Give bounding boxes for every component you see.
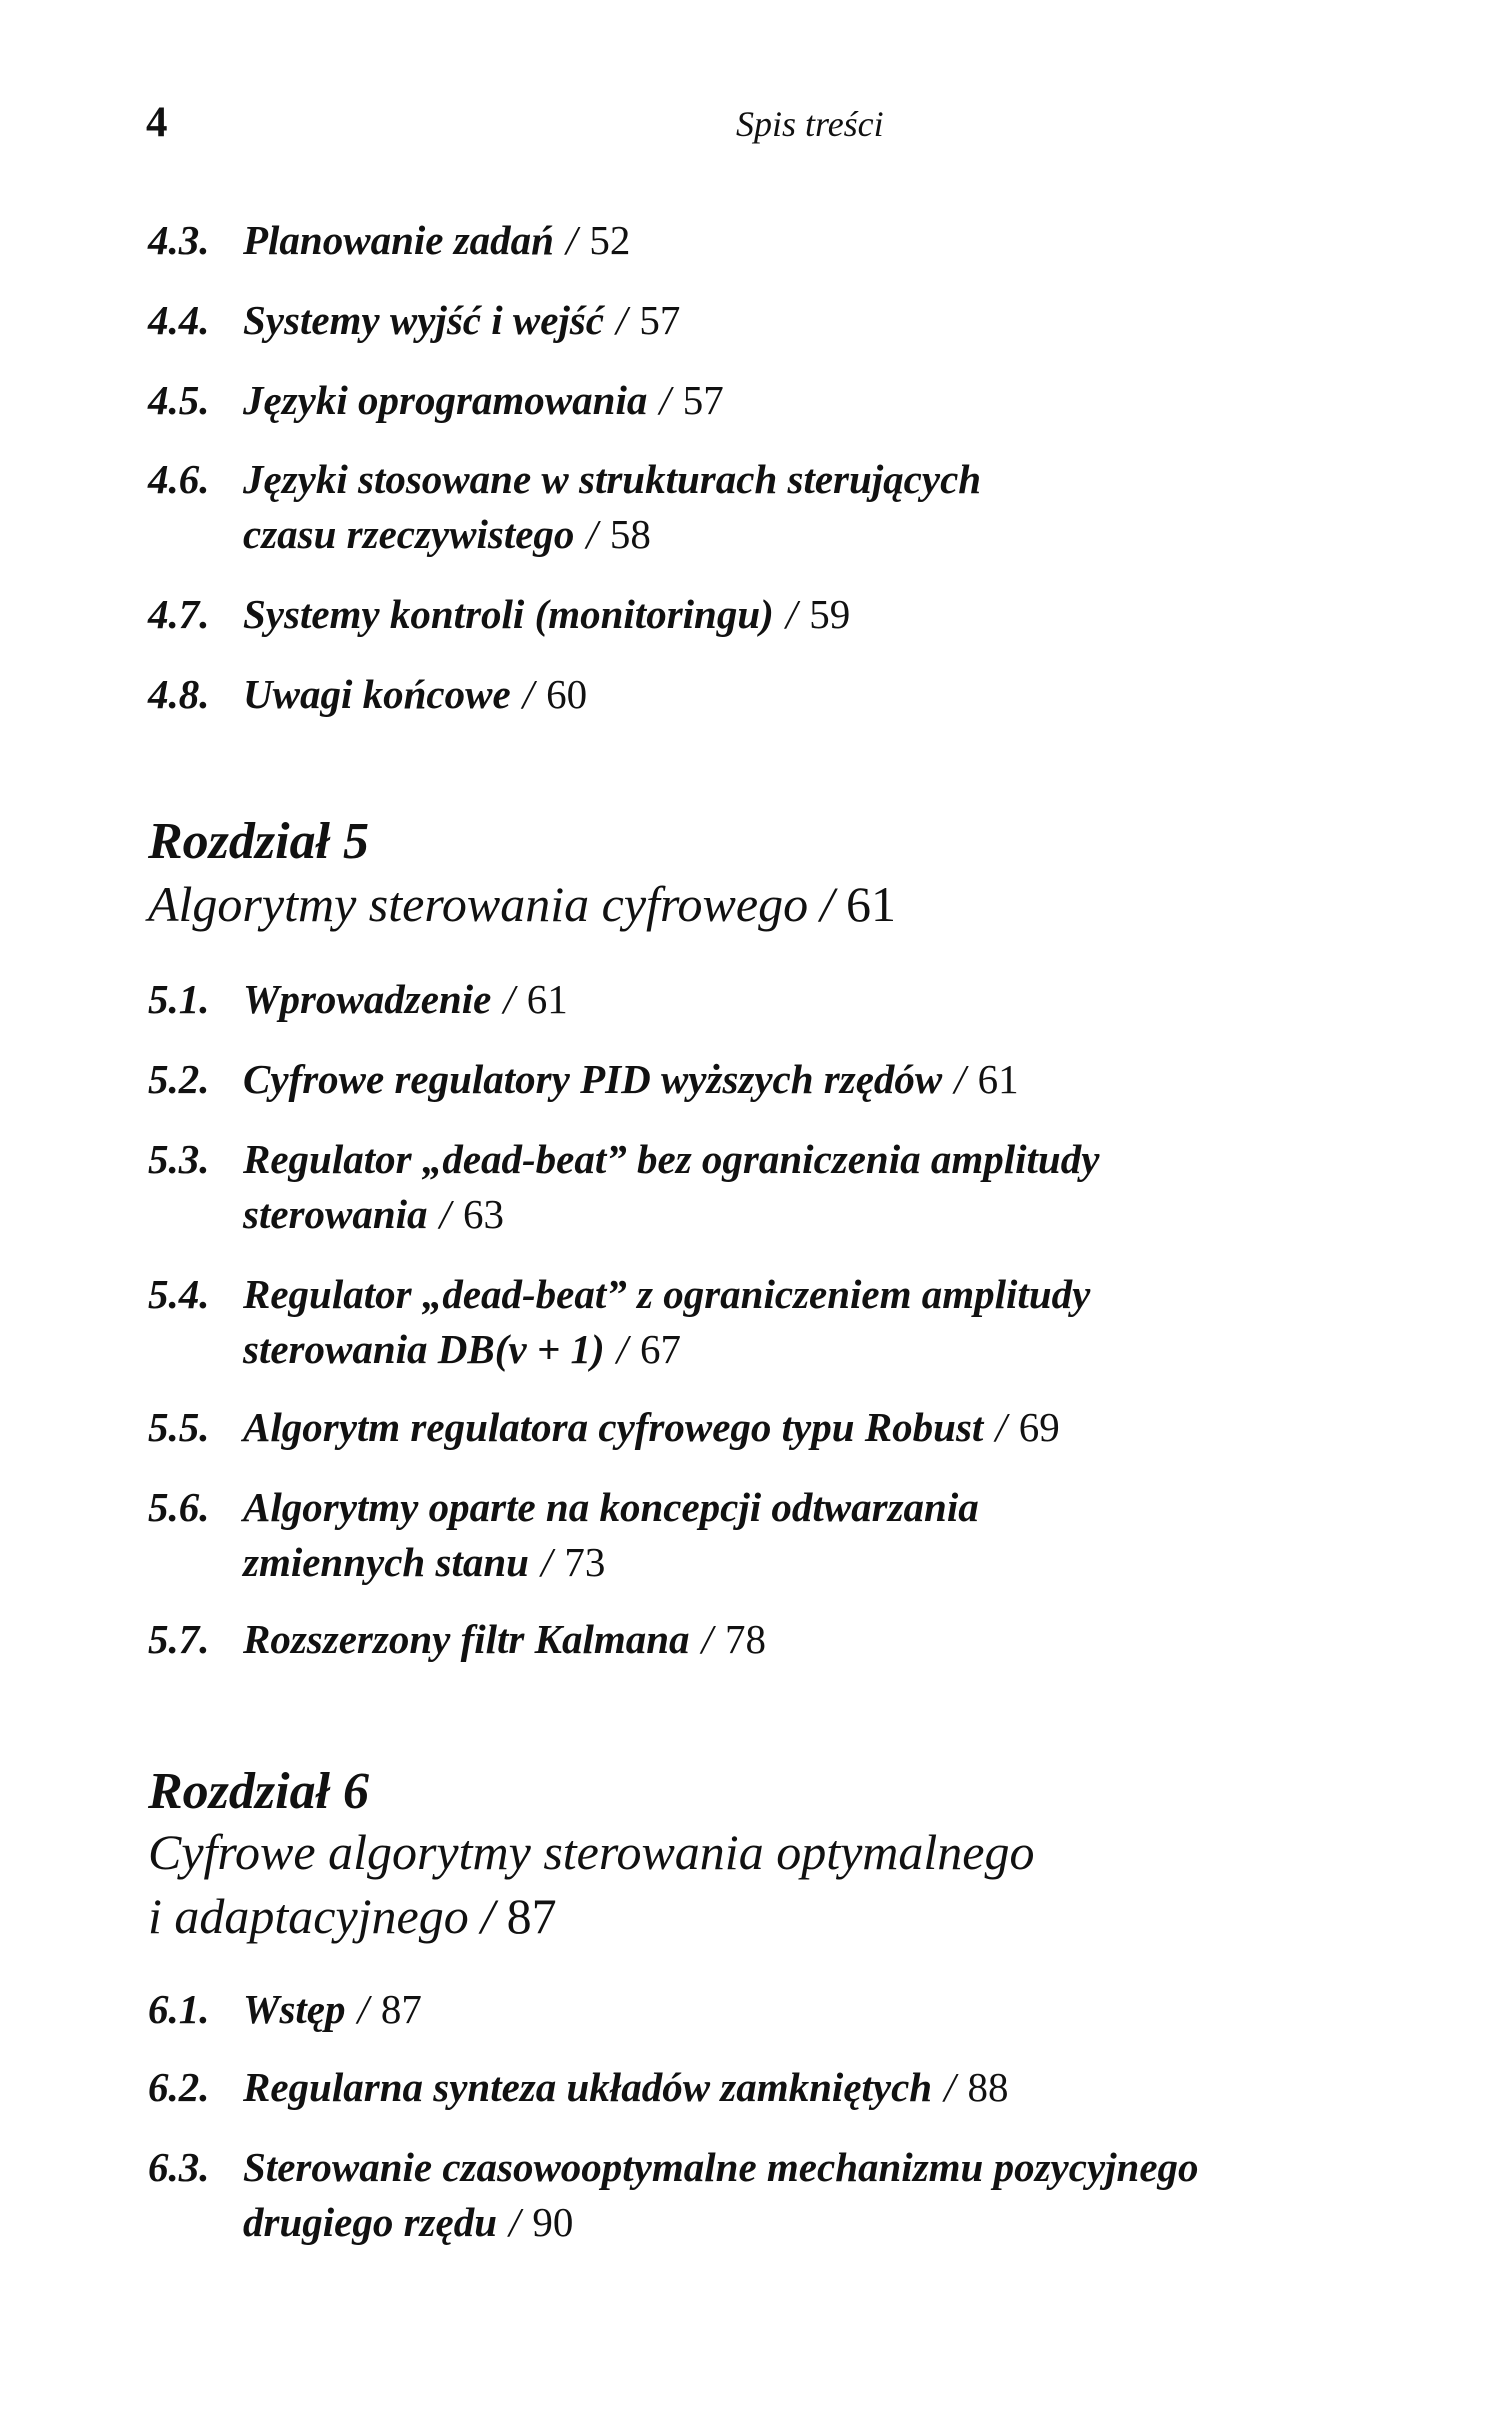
separator: /	[944, 2064, 956, 2110]
separator: /	[509, 2199, 521, 2245]
entry-page: 59	[809, 591, 851, 637]
entry-title-line2: sterowania	[243, 1191, 428, 1237]
toc-entry-6-1	[148, 1982, 422, 2037]
toc-entry-4-7	[148, 587, 850, 642]
entry-title: Algorytmy oparte na koncepcji odtwarzania	[243, 1484, 979, 1530]
entry-page: 60	[546, 671, 588, 717]
entry-number: 5.6.	[148, 1484, 210, 1530]
entry-number: 4.3.	[148, 217, 210, 263]
toc-entry-4-5	[148, 373, 724, 428]
chapter-title-text: Algorytmy sterowania cyfrowego	[148, 876, 809, 932]
entry-page: 67	[640, 1326, 682, 1372]
entry-number: 5.4.	[148, 1271, 210, 1317]
entry-page: 87	[380, 1986, 422, 2032]
chapter-5-title	[148, 872, 896, 936]
separator: /	[615, 297, 628, 343]
entry-title: Cyfrowe regulatory PID wyższych rzędów	[243, 1056, 943, 1102]
entry-number: 4.7.	[148, 591, 210, 637]
entry-number: 5.3.	[148, 1136, 210, 1182]
separator: /	[439, 1191, 451, 1237]
entry-title: Algorytm regulatora cyfrowego typu Robust	[243, 1404, 984, 1450]
chapter-5-label: Rozdział 5	[148, 813, 370, 870]
toc-entry-5-1	[148, 972, 568, 1027]
entry-number: 5.1.	[148, 976, 210, 1022]
entry-title: Sterowanie czasowooptymalne mechanizmu pozycyjnego	[243, 2144, 1199, 2190]
entry-title: Regulator „dead-beat” z ograniczeniem amplitudy	[243, 1271, 1091, 1317]
chapter-title-text: Cyfrowe algorytmy sterowania optymalnego	[148, 1824, 1035, 1880]
entry-title-continued	[148, 507, 981, 562]
entry-title: Wprowadzenie	[243, 976, 492, 1022]
entry-number: 6.1.	[148, 1986, 210, 2032]
toc-entry-6-2	[148, 2060, 1009, 2115]
entry-title: Regulator „dead-beat” bez ograniczenia amplitudy	[243, 1136, 1100, 1182]
chapter-6-title	[148, 1820, 1034, 1884]
separator: /	[785, 591, 798, 637]
entry-number: 6.3.	[148, 2144, 210, 2190]
separator: /	[995, 1404, 1007, 1450]
entry-title: Planowanie zadań	[243, 217, 554, 263]
separator: /	[701, 1616, 713, 1662]
separator: /	[586, 511, 598, 557]
separator: /	[954, 1056, 966, 1102]
chapter-title-text-line2: i adaptacyjnego	[148, 1888, 469, 1944]
entry-page: 63	[462, 1191, 504, 1237]
entry-title: Systemy kontroli (monitoringu)	[243, 591, 774, 637]
entry-title: Wstęp	[243, 1986, 346, 2032]
entry-number: 5.5.	[148, 1404, 210, 1450]
entry-page: 88	[967, 2064, 1009, 2110]
separator: /	[522, 671, 535, 717]
entry-page: 69	[1018, 1404, 1060, 1450]
toc-entry-5-6	[148, 1480, 979, 1590]
entry-title: Uwagi końcowe	[243, 671, 511, 717]
chapter-6-label: Rozdział 6	[148, 1763, 370, 1820]
entry-number: 5.2.	[148, 1056, 210, 1102]
toc-entry-5-2	[148, 1052, 1019, 1107]
toc-entry-4-6	[148, 452, 981, 562]
entry-title: Języki stosowane w strukturach sterujących	[243, 456, 982, 502]
entry-number: 4.8.	[148, 671, 210, 717]
entry-number: 6.2.	[148, 2064, 210, 2110]
entry-page: 61	[977, 1056, 1019, 1102]
separator: /	[820, 876, 834, 932]
chapter-page: 61	[846, 876, 896, 932]
entry-page: 61	[526, 976, 568, 1022]
page-number: 4	[146, 99, 168, 146]
entry-title-line2: drugiego rzędu	[243, 2199, 498, 2245]
entry-page: 58	[609, 511, 651, 557]
toc-entry-4-4	[148, 293, 680, 348]
toc-entry-5-4	[148, 1267, 1090, 1377]
separator: /	[480, 1888, 495, 1944]
separator: /	[565, 217, 578, 263]
chapter-6-title-line2	[148, 1884, 557, 1948]
entry-number: 4.4.	[148, 297, 210, 343]
entry-page: 52	[589, 217, 631, 263]
entry-title: Regularna synteza układów zamkniętych	[243, 2064, 933, 2110]
entry-page: 78	[724, 1616, 766, 1662]
entry-page: 57	[682, 377, 724, 423]
entry-number: 4.5.	[148, 377, 210, 423]
running-head: Spis treści	[736, 104, 884, 144]
toc-entry-5-3	[148, 1132, 1099, 1242]
entry-title-continued	[148, 1322, 1090, 1377]
toc-entry-4-8	[148, 667, 587, 722]
toc-entry-6-3	[148, 2140, 1199, 2250]
entry-number: 5.7.	[148, 1616, 210, 1662]
toc-entry-5-5	[148, 1400, 1060, 1455]
entry-title-continued	[148, 1187, 1099, 1242]
separator: /	[616, 1326, 629, 1372]
entry-title-line2: czasu rzeczywistego	[243, 511, 575, 557]
chapter-page: 87	[506, 1888, 557, 1944]
separator: /	[540, 1539, 553, 1585]
separator: /	[503, 976, 515, 1022]
entry-title-continued	[148, 1535, 979, 1590]
separator: /	[357, 1986, 369, 2032]
entry-title-line2: sterowania DB(v + 1)	[243, 1326, 605, 1372]
entry-title-continued	[148, 2195, 1199, 2250]
toc-entry-5-7	[148, 1612, 766, 1667]
entry-page: 57	[639, 297, 681, 343]
entry-title: Systemy wyjść i wejść	[243, 297, 604, 343]
entry-page: 90	[532, 2199, 574, 2245]
entry-number: 4.6.	[148, 456, 210, 502]
entry-title: Rozszerzony filtr Kalmana	[243, 1616, 690, 1662]
toc-entry-4-3	[148, 213, 630, 268]
entry-page: 73	[564, 1539, 606, 1585]
separator: /	[659, 377, 671, 423]
entry-title-line2: zmiennych stanu	[243, 1539, 529, 1585]
entry-title: Języki oprogramowania	[243, 377, 648, 423]
